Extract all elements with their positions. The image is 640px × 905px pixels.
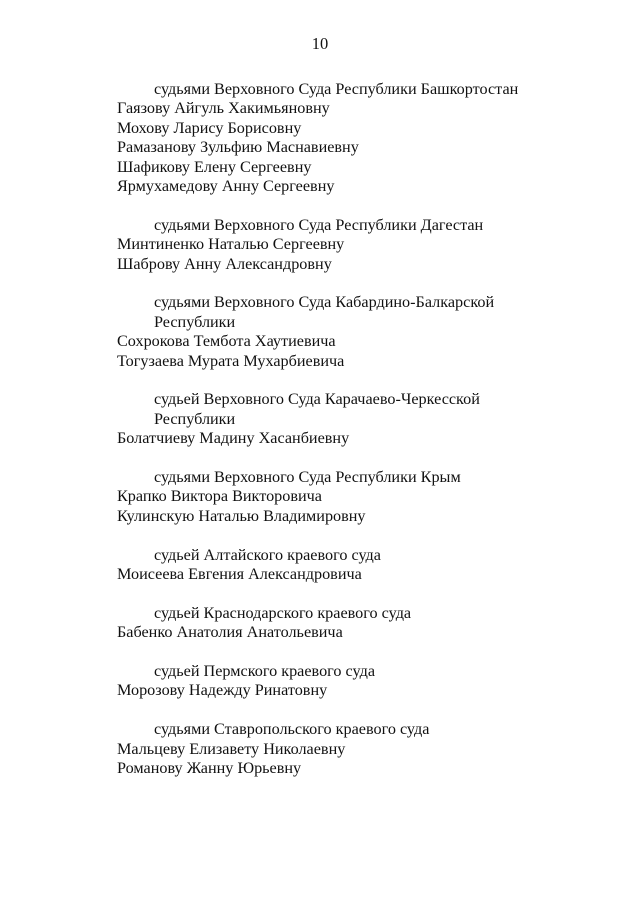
court-heading: судьями Верховного Суда Республики Башкортостан [154, 80, 519, 98]
judge-name: Рамазанову Зульфию Маснавиевну [117, 138, 359, 157]
court-heading: судьями Ставропольского краевого суда [154, 720, 430, 739]
judge-name: Мальцеву Елизавету Николаевну [117, 739, 346, 758]
court-heading: судьей Алтайского краевого суда [154, 545, 381, 564]
court-section [117, 390, 597, 448]
judge-name: Кулинскую Наталью Владимировну [117, 506, 366, 525]
judge-name: Бабенко Анатолия Анатольевича [117, 623, 343, 642]
court-section [117, 293, 597, 371]
judge-name: Сохрокова Тембота Хаутиевича [117, 332, 336, 351]
court-section [117, 216, 597, 274]
judge-name: Крапко Виктора Викторовича [117, 487, 322, 506]
court-section [117, 720, 597, 778]
court-heading: судьей Краснодарского краевого суда [154, 603, 412, 622]
judge-name: Морозову Надежду Ринатовну [117, 681, 328, 700]
court-section [117, 662, 597, 701]
judge-name: Шаброву Анну Александровну [117, 254, 332, 273]
court-heading-continuation: Республики [154, 312, 236, 331]
court-heading: судьями Верховного Суда Республики Дагестан [154, 215, 484, 234]
judge-name: Болатчиеву Мадину Хасанбиевну [117, 429, 350, 448]
court-heading: судьей Верховного Суда Карачаево-Черкесской [154, 390, 480, 409]
court-heading-continuation: Республики [154, 409, 236, 428]
judge-name: Романову Жанну Юрьевну [117, 759, 302, 778]
judge-name: Ярмухамедову Анну Сергеевну [117, 177, 335, 196]
judge-name: Моисеева Евгения Александровича [117, 565, 362, 584]
judge-name: Мохову Ларису Борисовну [117, 118, 302, 137]
court-heading: судьями Верховного Суда Кабардино-Балкарской [154, 293, 495, 312]
judge-name: Шафикову Елену Сергеевну [117, 157, 312, 176]
appointment-list [117, 80, 597, 798]
court-section [117, 80, 597, 196]
court-section [117, 468, 597, 526]
judge-name: Минтиненко Наталью Сергеевну [117, 235, 345, 254]
court-section [117, 546, 597, 585]
court-heading: судьями Верховного Суда Республики Крым [154, 468, 461, 487]
judge-name: Тогузаева Мурата Мухарбиевича [117, 351, 345, 370]
court-section [117, 604, 597, 643]
judge-name: Гаязову Айгуль Хакимьяновну [117, 99, 330, 118]
court-heading: судьей Пермского краевого суда [154, 662, 376, 681]
page-number: 10 [311, 34, 329, 53]
